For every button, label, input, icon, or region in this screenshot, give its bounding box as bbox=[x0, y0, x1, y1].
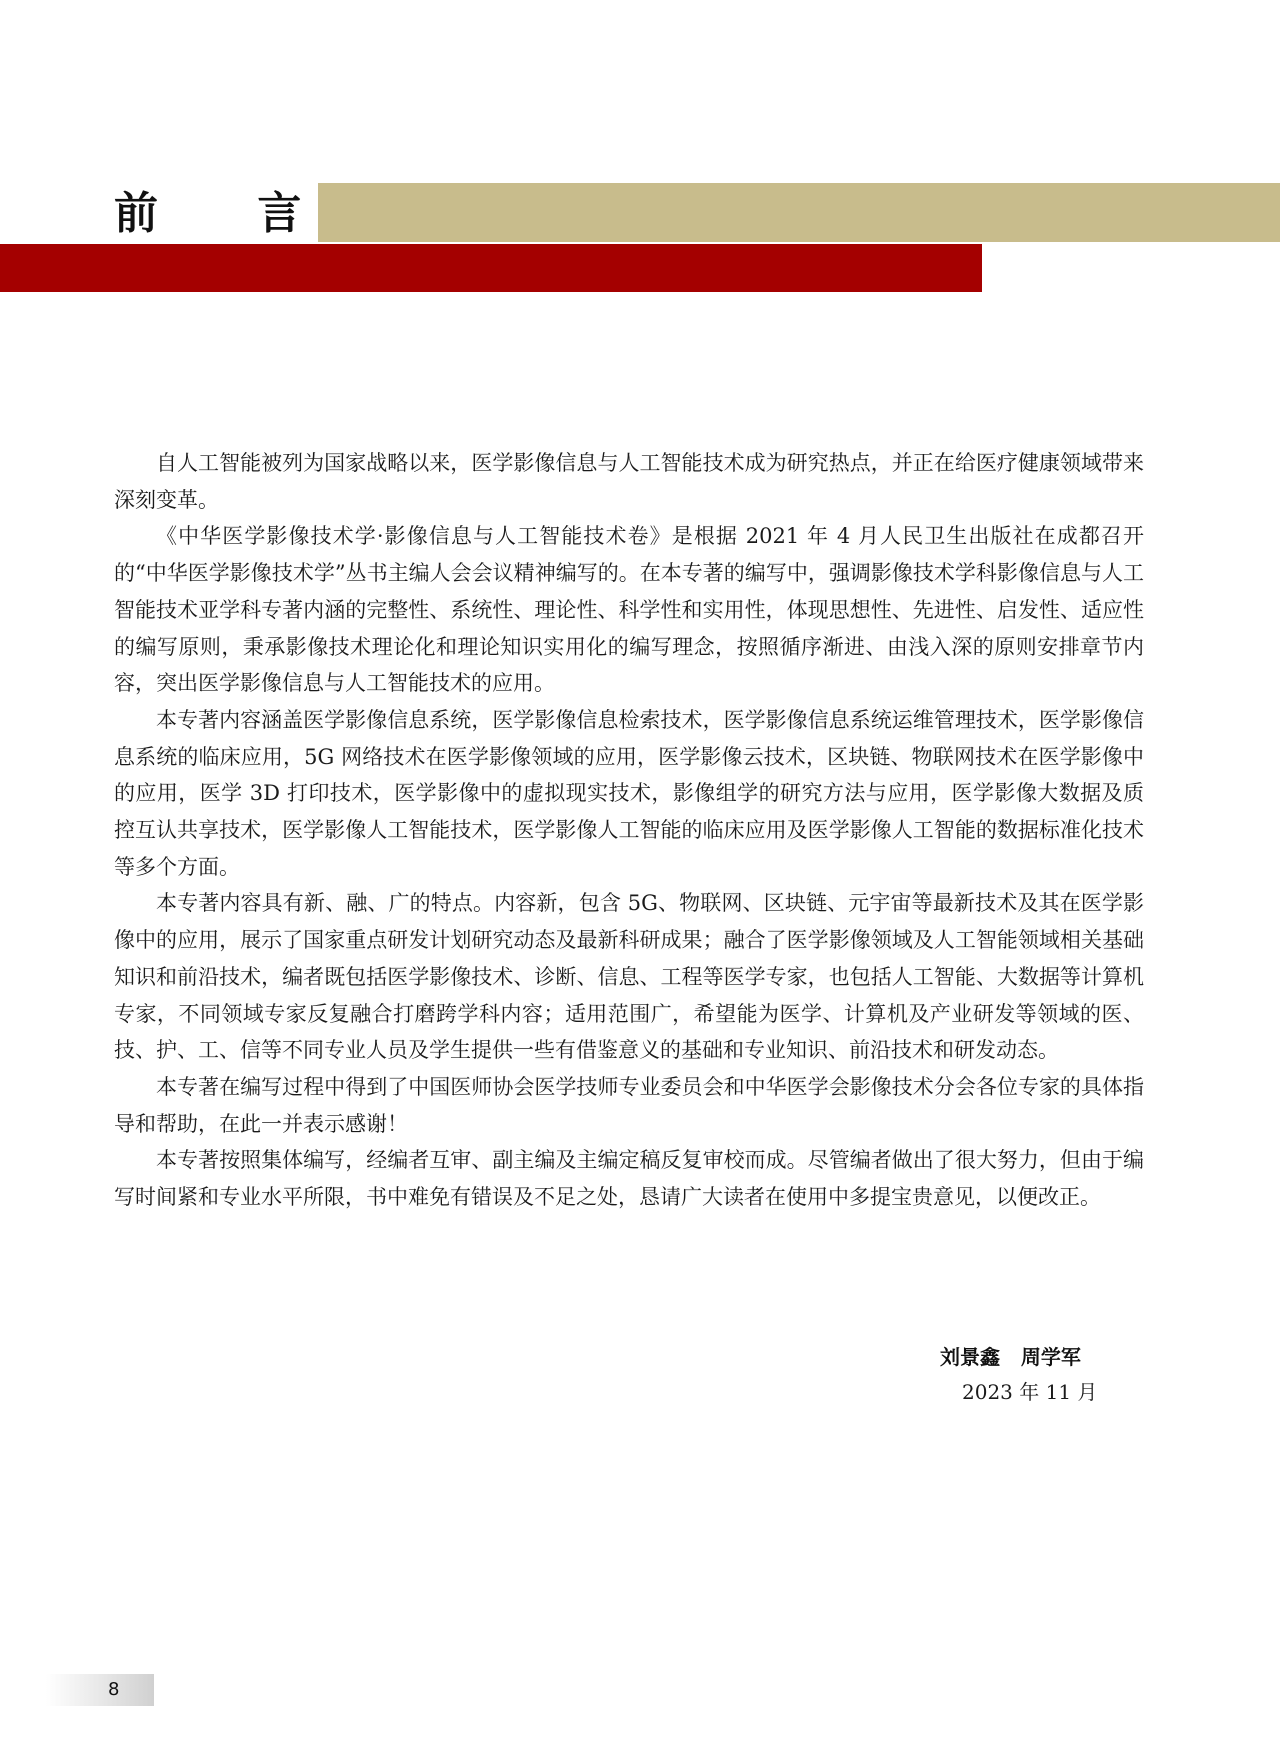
paragraph-3: 本专著内容涵盖医学影像信息系统，医学影像信息检索技术，医学影像信息系统运维管理技术，医学影像信息系统的临床应用，5G 网络技术在医学影像领域的应用，医学影像云技术，区块链、物联网技术在医学影像中的应用，医学 3D 打印技术，医学影像中的虚拟现实技术，影像组学的研究方法与应用，医学影像大数据及质控互认共享技术，医学影像人工智能技术，医学影像人工智能的临床应用及医学影像人工智能的数据标准化技术等多个方面。 bbox=[114, 707, 1144, 879]
header-red-band bbox=[0, 244, 982, 292]
header-tan-band bbox=[318, 183, 1280, 242]
signature-block bbox=[940, 1340, 1160, 1410]
preface-body bbox=[114, 445, 1144, 1216]
author-names: 刘景鑫 周学军 bbox=[940, 1345, 1081, 1369]
page-title: 前 言 bbox=[114, 188, 344, 239]
signature-date: 2023 年 11 月 bbox=[962, 1380, 1098, 1404]
paragraph-1: 自人工智能被列为国家战略以来，医学影像信息与人工智能技术成为研究热点，并正在给医疗健康领域带来深刻变革。 bbox=[114, 451, 1144, 512]
page-number: 8 bbox=[108, 1679, 120, 1700]
paragraph-2: 《中华医学影像技术学·影像信息与人工智能技术卷》是根据 2021 年 4 月人民卫生出版社在成都召开的“中华医学影像技术学”丛书主编人会会议精神编写的。在本专著的编写中，强调影像技术学科影像信息与人工智能技术亚学科专著内涵的完整性、系统性、理论性、科学性和实用性，体现思想性、先进性、启发性、适应性的编写原则，秉承影像技术理论化和理论知识实用化的编写理念，按照循序渐进、由浅入深的原则安排章节内容，突出医学影像信息与人工智能技术的应用。 bbox=[114, 524, 1144, 696]
paragraph-5: 本专著在编写过程中得到了中国医师协会医学技师专业委员会和中华医学会影像技术分会各位专家的具体指导和帮助，在此一并表示感谢！ bbox=[114, 1074, 1144, 1136]
paragraph-4: 本专著内容具有新、融、广的特点。内容新，包含 5G、物联网、区块链、元宇宙等最新技术及其在医学影像中的应用，展示了国家重点研发计划研究动态及最新科研成果；融合了医学影像领域及人工智能领域相关基础知识和前沿技术，编者既包括医学影像技术、诊断、信息、工程等医学专家，也包括人工智能、大数据等计算机专家，不同领域专家反复融合打磨跨学科内容；适用范围广，希望能为医学、计算机及产业研发等领域的医、技、护、工、信等不同专业人员及学生提供一些有借鉴意义的基础和专业知识、前沿技术和研发动态。 bbox=[114, 891, 1144, 1063]
page-number-tab bbox=[46, 1674, 154, 1706]
paragraph-6: 本专著按照集体编写，经编者互审、副主编及主编定稿反复审校而成。尽管编者做出了很大努力，但由于编写时间紧和专业水平所限，书中难免有错误及不足之处，恳请广大读者在使用中多提宝贵意见，以便改正。 bbox=[114, 1148, 1144, 1210]
